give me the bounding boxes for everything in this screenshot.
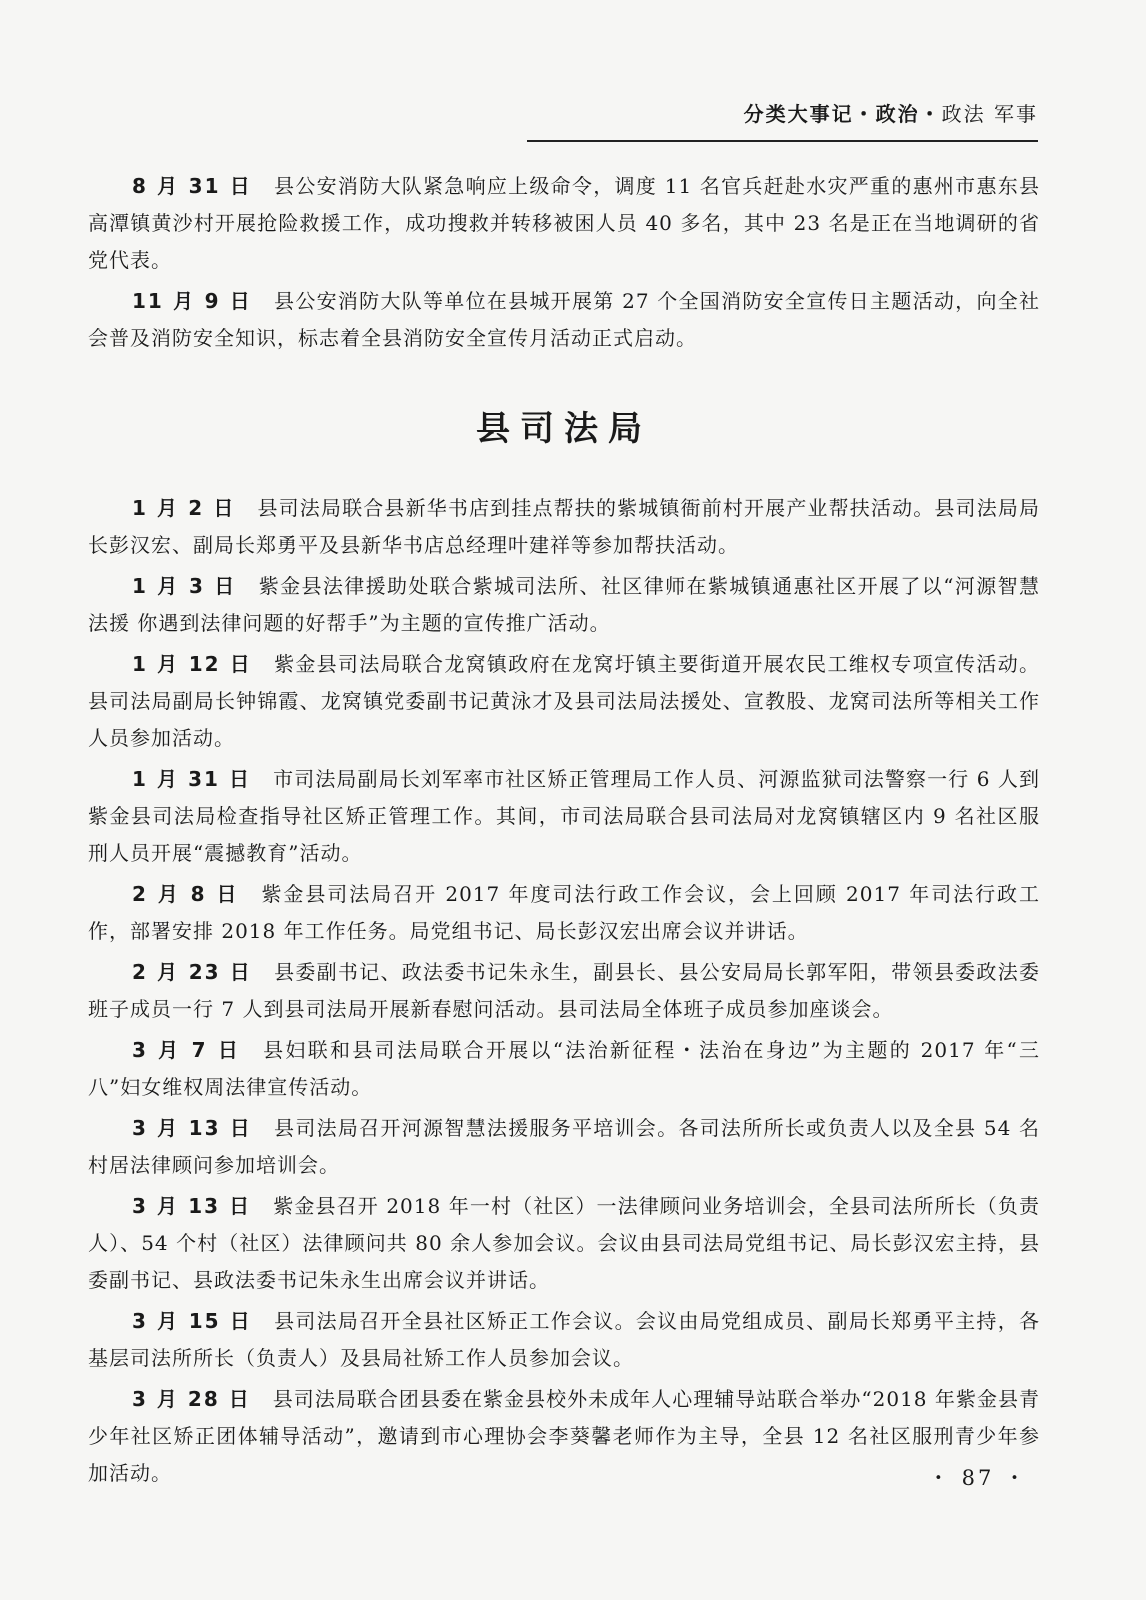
entry (88, 490, 1040, 564)
section-title: 县司法局 (476, 409, 652, 449)
entry (88, 568, 1040, 642)
entry (88, 1381, 1040, 1492)
running-header (744, 98, 1038, 127)
entry-text: 县委副书记、政法委书记朱永生，副县长、县公安局局长郭军阳，带领县委政法委班子成员一行 7 人到县司法局开展新春慰问活动。县司法局全体班子成员参加座谈会。 (88, 960, 1041, 1021)
entry (88, 168, 1040, 279)
entry-text: 县司法局召开全县社区矫正工作会议。会议由局党组成员、副局长郑勇平主持，各基层司法所所长（负责人）及县局社矫工作人员参加会议。 (88, 1309, 1041, 1370)
entry-date: 2 月 8 日 (132, 882, 240, 906)
header-main: 分类大事记・政治・ (743, 102, 942, 126)
entry-date: 1 月 12 日 (132, 652, 253, 676)
entry (88, 283, 1040, 357)
entry-text: 市司法局副局长刘军率市社区矫正管理局工作人员、河源监狱司法警察一行 6 人到紫金县司法局检查指导社区矫正管理工作。其间，市司法局联合县司法局对龙窝镇辖区内 9 名社区服刑人员开展“震撼教育”活动。 (88, 767, 1040, 865)
entry-date: 8 月 31 日 (132, 174, 253, 198)
entry (88, 954, 1040, 1028)
entry (88, 1110, 1040, 1184)
entry (88, 646, 1040, 757)
entry-date: 3 月 28 日 (132, 1387, 251, 1411)
entry-text: 县公安消防大队等单位在县城开展第 27 个全国消防安全宣传日主题活动，向全社会普及消防安全知识，标志着全县消防安全宣传月活动正式启动。 (88, 289, 1040, 350)
page-content (88, 168, 1040, 1496)
entry-date: 3 月 15 日 (132, 1309, 253, 1333)
entry (88, 1032, 1040, 1106)
entry (88, 761, 1040, 872)
entry (88, 1303, 1040, 1377)
entry-text: 紫金县法律援助处联合紫城司法所、社区律师在紫城镇通惠社区开展了以“河源智慧法援 你遇到法律问题的好帮手”为主题的宣传推广活动。 (88, 574, 1040, 635)
entry-date: 2 月 23 日 (132, 960, 253, 984)
page-number: ・ 87 ・ (927, 1466, 1028, 1490)
entry-text: 紫金县司法局联合龙窝镇政府在龙窝圩镇主要街道开展农民工维权专项宣传活动。县司法局副局长钟锦霞、龙窝镇党委副书记黄泳才及县司法局法援处、宣教股、龙窝司法所等相关工作人员参加活动。 (88, 652, 1041, 750)
entry-text: 紫金县召开 2018 年一村（社区）一法律顾问业务培训会，全县司法所所长（负责人）、54 个村（社区）法律顾问共 80 余人参加会议。会议由县司法局党组书记、局长彭汉宏主持，县委副书记、县政法委书记朱永生出席会议并讲话。 (88, 1194, 1040, 1292)
entry-text: 县公安消防大队紧急响应上级命令，调度 11 名官兵赶赴水灾严重的惠州市惠东县高潭镇黄沙村开展抢险救援工作，成功搜救并转移被困人员 40 多名，其中 23 名是正在当地调研的省党代表。 (88, 174, 1040, 272)
entry (88, 1188, 1040, 1299)
entry-date: 3 月 7 日 (132, 1038, 242, 1062)
entry-text: 县司法局联合团县委在紫金县校外未成年人心理辅导站联合举办“2018 年紫金县青少年社区矫正团体辅导活动”，邀请到市心理协会李葵馨老师作为主导，全县 12 名社区服刑青少年参加活动。 (88, 1387, 1041, 1485)
entry-date: 3 月 13 日 (132, 1194, 252, 1218)
entry-text: 县司法局召开河源智慧法援服务平培训会。各司法所所长或负责人以及全县 54 名村居法律顾问参加培训会。 (88, 1116, 1040, 1177)
entry-date: 1 月 3 日 (132, 574, 237, 598)
entry-date: 1 月 2 日 (132, 496, 236, 520)
entry-date: 1 月 31 日 (132, 767, 252, 791)
entry-text: 县司法局联合县新华书店到挂点帮扶的紫城镇衙前村开展产业帮扶活动。县司法局局长彭汉宏、副局长郑勇平及县新华书店总经理叶建祥等参加帮扶活动。 (88, 496, 1041, 557)
entry-text: 县妇联和县司法局联合开展以“法治新征程・法治在身边”为主题的 2017 年“三八”妇女维权周法律宣传活动。 (88, 1038, 1040, 1099)
entry-date: 11 月 9 日 (132, 289, 253, 313)
header-sub: 政法 军事 (941, 102, 1038, 126)
header-rule (527, 140, 1038, 142)
entry-date: 3 月 13 日 (132, 1116, 253, 1140)
entry (88, 876, 1040, 950)
entry-text: 紫金县司法局召开 2017 年度司法行政工作会议，会上回顾 2017 年司法行政工作，部署安排 2018 年工作任务。局党组书记、局长彭汉宏出席会议并讲话。 (88, 882, 1040, 943)
